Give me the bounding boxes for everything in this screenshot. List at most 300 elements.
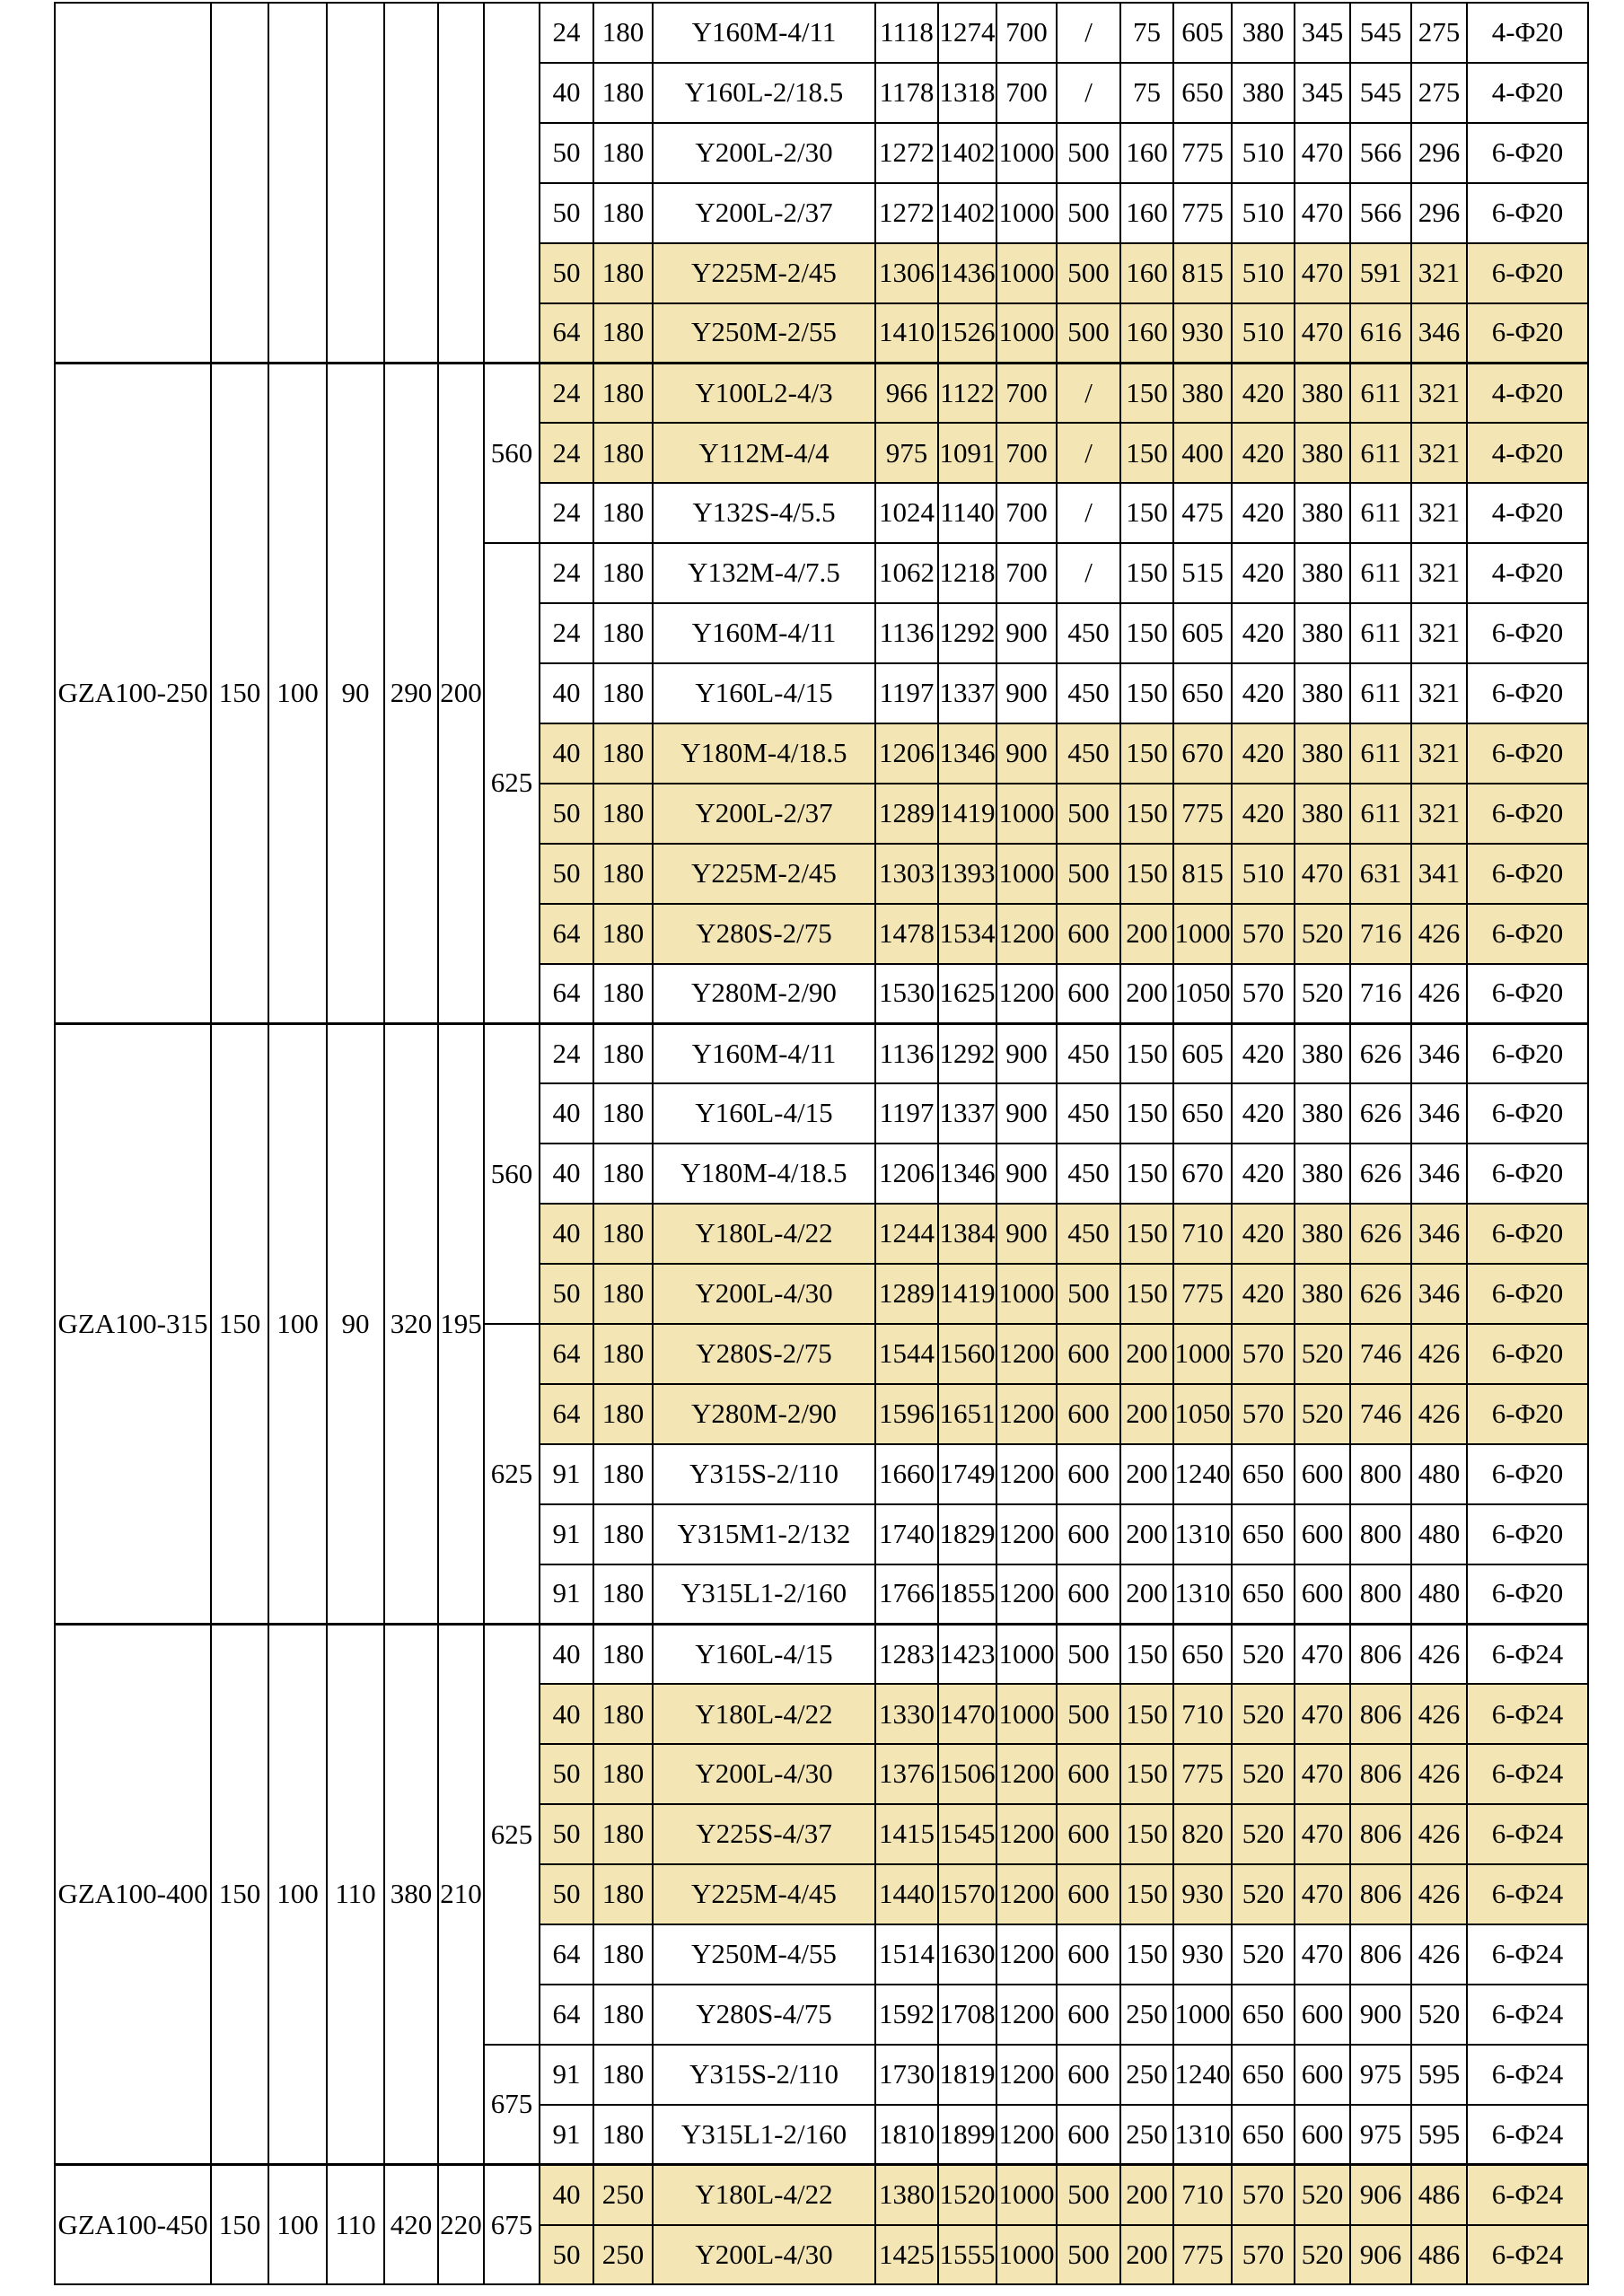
- bolt-holes-cell: 6-Φ24: [1467, 1624, 1588, 1684]
- speed-cell: 625: [484, 543, 540, 1023]
- motor-model-cell: Y280M-2/90: [653, 964, 875, 1024]
- flow-cell: 40: [540, 1083, 593, 1144]
- pressure-cell: 250: [593, 2225, 653, 2285]
- value-cell: 600: [1057, 1744, 1120, 1804]
- value-cell: 420: [1232, 483, 1295, 543]
- value-cell: 1419: [938, 784, 996, 844]
- value-cell: 150: [1120, 483, 1173, 543]
- value-cell: /: [1057, 543, 1120, 603]
- flow-cell: 64: [540, 1324, 593, 1384]
- bolt-holes-cell: 6-Φ24: [1467, 1804, 1588, 1864]
- value-cell: 1000: [996, 1624, 1057, 1684]
- value-cell: 815: [1173, 243, 1232, 303]
- value-cell: 250: [1120, 2045, 1173, 2105]
- value-cell: 600: [1057, 1985, 1120, 2045]
- value-cell: 710: [1173, 1684, 1232, 1744]
- dim-cell: 150: [211, 363, 268, 1023]
- bolt-holes-cell: 6-Φ20: [1467, 1023, 1588, 1083]
- value-cell: 75: [1120, 3, 1173, 63]
- pressure-cell: 180: [593, 1624, 653, 1684]
- value-cell: 631: [1350, 844, 1411, 904]
- value-cell: 150: [1120, 1744, 1173, 1804]
- value-cell: 1829: [938, 1504, 996, 1564]
- pressure-cell: 180: [593, 303, 653, 364]
- value-cell: 1178: [875, 63, 938, 123]
- value-cell: /: [1057, 3, 1120, 63]
- value-cell: 1050: [1173, 964, 1232, 1024]
- value-cell: 1050: [1173, 1384, 1232, 1444]
- motor-model-cell: Y225S-4/37: [653, 1804, 875, 1864]
- value-cell: 450: [1057, 1023, 1120, 1083]
- value-cell: 900: [996, 723, 1057, 784]
- value-cell: 426: [1411, 1924, 1467, 1985]
- dim-cell: 90: [327, 1023, 384, 1624]
- pressure-cell: 180: [593, 784, 653, 844]
- pressure-cell: 180: [593, 183, 653, 243]
- value-cell: 200: [1120, 2225, 1173, 2285]
- motor-model-cell: Y160L-4/15: [653, 1083, 875, 1144]
- value-cell: 906: [1350, 2225, 1411, 2285]
- table-row: [55, 363, 1588, 423]
- flow-cell: 50: [540, 183, 593, 243]
- value-cell: 1530: [875, 964, 938, 1024]
- value-cell: 611: [1350, 483, 1411, 543]
- value-cell: 450: [1057, 603, 1120, 663]
- value-cell: 1000: [1173, 1324, 1232, 1384]
- value-cell: 800: [1350, 1504, 1411, 1564]
- motor-model-cell: Y280S-2/75: [653, 904, 875, 964]
- value-cell: 150: [1120, 1083, 1173, 1144]
- pressure-cell: 180: [593, 1083, 653, 1144]
- value-cell: 420: [1232, 723, 1295, 784]
- bolt-holes-cell: 6-Φ20: [1467, 964, 1588, 1024]
- speed-cell: 675: [484, 2165, 540, 2285]
- value-cell: 1244: [875, 1204, 938, 1264]
- value-cell: 775: [1173, 1744, 1232, 1804]
- bolt-holes-cell: 4-Φ20: [1467, 363, 1588, 423]
- motor-model-cell: Y180M-4/18.5: [653, 723, 875, 784]
- value-cell: 1740: [875, 1504, 938, 1564]
- motor-model-cell: Y160L-2/18.5: [653, 63, 875, 123]
- value-cell: 426: [1411, 964, 1467, 1024]
- value-cell: 1200: [996, 2045, 1057, 2105]
- bolt-holes-cell: 6-Φ24: [1467, 2105, 1588, 2165]
- value-cell: 380: [1295, 723, 1350, 784]
- value-cell: 1024: [875, 483, 938, 543]
- value-cell: 1206: [875, 723, 938, 784]
- pressure-cell: 180: [593, 663, 653, 723]
- value-cell: 1136: [875, 603, 938, 663]
- value-cell: 930: [1173, 303, 1232, 364]
- motor-model-cell: Y315L1-2/160: [653, 2105, 875, 2165]
- value-cell: 520: [1295, 964, 1350, 1024]
- value-cell: 1200: [996, 904, 1057, 964]
- value-cell: 321: [1411, 423, 1467, 483]
- pressure-cell: 180: [593, 964, 653, 1024]
- value-cell: 1000: [996, 243, 1057, 303]
- value-cell: 486: [1411, 2165, 1467, 2225]
- value-cell: 345: [1295, 63, 1350, 123]
- value-cell: 611: [1350, 663, 1411, 723]
- value-cell: 520: [1232, 1624, 1295, 1684]
- table-row: [55, 3, 1588, 63]
- value-cell: 420: [1232, 363, 1295, 423]
- motor-model-cell: Y200L-4/30: [653, 2225, 875, 2285]
- value-cell: 321: [1411, 723, 1467, 784]
- value-cell: 600: [1057, 1384, 1120, 1444]
- pressure-cell: 180: [593, 844, 653, 904]
- flow-cell: 40: [540, 723, 593, 784]
- pressure-cell: 180: [593, 2105, 653, 2165]
- motor-model-cell: Y315M1-2/132: [653, 1504, 875, 1564]
- value-cell: 420: [1232, 784, 1295, 844]
- value-cell: 900: [996, 1023, 1057, 1083]
- pressure-cell: 250: [593, 2165, 653, 2225]
- dim-cell: 420: [384, 2165, 438, 2285]
- flow-cell: 50: [540, 2225, 593, 2285]
- value-cell: 545: [1350, 3, 1411, 63]
- value-cell: 1423: [938, 1624, 996, 1684]
- pressure-cell: 180: [593, 123, 653, 183]
- flow-cell: 64: [540, 303, 593, 364]
- pressure-cell: 180: [593, 423, 653, 483]
- value-cell: 1118: [875, 3, 938, 63]
- flow-cell: 64: [540, 1924, 593, 1985]
- motor-model-cell: Y160L-4/15: [653, 1624, 875, 1684]
- value-cell: 515: [1173, 543, 1232, 603]
- motor-model-cell: Y315S-2/110: [653, 2045, 875, 2105]
- motor-model-cell: Y200L-2/30: [653, 123, 875, 183]
- table-row: [55, 1624, 1588, 1684]
- dim-cell: [268, 3, 327, 363]
- value-cell: 500: [1057, 784, 1120, 844]
- motor-model-cell: Y225M-2/45: [653, 243, 875, 303]
- dim-cell: 320: [384, 1023, 438, 1624]
- value-cell: 500: [1057, 1684, 1120, 1744]
- value-cell: 250: [1120, 1985, 1173, 2045]
- bolt-holes-cell: 6-Φ20: [1467, 784, 1588, 844]
- value-cell: 1292: [938, 1023, 996, 1083]
- value-cell: 150: [1120, 1624, 1173, 1684]
- value-cell: 1440: [875, 1864, 938, 1924]
- bolt-holes-cell: 6-Φ20: [1467, 123, 1588, 183]
- value-cell: 450: [1057, 1083, 1120, 1144]
- dim-cell: [438, 3, 484, 363]
- value-cell: 1310: [1173, 1564, 1232, 1625]
- value-cell: /: [1057, 423, 1120, 483]
- flow-cell: 64: [540, 904, 593, 964]
- value-cell: 1596: [875, 1384, 938, 1444]
- value-cell: 600: [1057, 2045, 1120, 2105]
- value-cell: 1478: [875, 904, 938, 964]
- value-cell: 1000: [996, 183, 1057, 243]
- value-cell: 510: [1232, 183, 1295, 243]
- pressure-cell: 180: [593, 3, 653, 63]
- value-cell: 500: [1057, 303, 1120, 364]
- pressure-cell: 180: [593, 363, 653, 423]
- value-cell: 650: [1232, 2105, 1295, 2165]
- value-cell: 380: [1295, 784, 1350, 844]
- value-cell: 450: [1057, 723, 1120, 784]
- value-cell: 510: [1232, 243, 1295, 303]
- value-cell: 595: [1411, 2105, 1467, 2165]
- value-cell: 500: [1057, 2225, 1120, 2285]
- value-cell: 520: [1232, 1864, 1295, 1924]
- value-cell: 650: [1232, 1444, 1295, 1504]
- bolt-holes-cell: 6-Φ20: [1467, 904, 1588, 964]
- dim-cell: 110: [327, 2165, 384, 2285]
- pressure-cell: 180: [593, 603, 653, 663]
- value-cell: 450: [1057, 1204, 1120, 1264]
- value-cell: 346: [1411, 1264, 1467, 1324]
- flow-cell: 64: [540, 1384, 593, 1444]
- value-cell: 520: [1232, 1744, 1295, 1804]
- dim-cell: 150: [211, 1023, 268, 1624]
- value-cell: 380: [1295, 1204, 1350, 1264]
- value-cell: 500: [1057, 243, 1120, 303]
- value-cell: 626: [1350, 1264, 1411, 1324]
- value-cell: 1526: [938, 303, 996, 364]
- pressure-cell: 180: [593, 1324, 653, 1384]
- value-cell: 1200: [996, 1864, 1057, 1924]
- pressure-cell: 180: [593, 1504, 653, 1564]
- value-cell: 650: [1232, 1564, 1295, 1625]
- value-cell: 426: [1411, 904, 1467, 964]
- value-cell: 1200: [996, 1804, 1057, 1864]
- flow-cell: 50: [540, 243, 593, 303]
- value-cell: 150: [1120, 1204, 1173, 1264]
- flow-cell: 64: [540, 964, 593, 1024]
- motor-model-cell: Y180L-4/22: [653, 1204, 875, 1264]
- value-cell: 420: [1232, 423, 1295, 483]
- value-cell: 611: [1350, 723, 1411, 784]
- value-cell: 1380: [875, 2165, 938, 2225]
- value-cell: 900: [996, 1204, 1057, 1264]
- value-cell: 1660: [875, 1444, 938, 1504]
- bolt-holes-cell: 6-Φ20: [1467, 1324, 1588, 1384]
- value-cell: 150: [1120, 784, 1173, 844]
- value-cell: 470: [1295, 1744, 1350, 1804]
- bolt-holes-cell: 6-Φ20: [1467, 1444, 1588, 1504]
- value-cell: 566: [1350, 123, 1411, 183]
- value-cell: 650: [1232, 1985, 1295, 2045]
- value-cell: 150: [1120, 1023, 1173, 1083]
- value-cell: 570: [1232, 2225, 1295, 2285]
- value-cell: 595: [1411, 2045, 1467, 2105]
- bolt-holes-cell: 6-Φ20: [1467, 303, 1588, 364]
- speed-cell: 625: [484, 1324, 540, 1625]
- value-cell: 346: [1411, 1204, 1467, 1264]
- value-cell: 1000: [996, 123, 1057, 183]
- value-cell: 486: [1411, 2225, 1467, 2285]
- motor-model-cell: Y280M-2/90: [653, 1384, 875, 1444]
- value-cell: 1240: [1173, 2045, 1232, 2105]
- value-cell: 1272: [875, 123, 938, 183]
- value-cell: 450: [1057, 1144, 1120, 1204]
- flow-cell: 40: [540, 1624, 593, 1684]
- flow-cell: 24: [540, 3, 593, 63]
- value-cell: 500: [1057, 2165, 1120, 2225]
- value-cell: 775: [1173, 784, 1232, 844]
- table-row: [55, 2165, 1588, 2225]
- value-cell: 1200: [996, 1564, 1057, 1625]
- value-cell: 1545: [938, 1804, 996, 1864]
- value-cell: 591: [1350, 243, 1411, 303]
- value-cell: 1283: [875, 1624, 938, 1684]
- dim-cell: 290: [384, 363, 438, 1023]
- value-cell: 1274: [938, 3, 996, 63]
- value-cell: 1000: [996, 2225, 1057, 2285]
- value-cell: 1272: [875, 183, 938, 243]
- value-cell: 200: [1120, 1324, 1173, 1384]
- value-cell: 475: [1173, 483, 1232, 543]
- value-cell: 420: [1232, 1204, 1295, 1264]
- value-cell: 426: [1411, 1864, 1467, 1924]
- bolt-holes-cell: 4-Φ20: [1467, 63, 1588, 123]
- bolt-holes-cell: 4-Φ20: [1467, 3, 1588, 63]
- motor-model-cell: Y250M-2/55: [653, 303, 875, 364]
- value-cell: 380: [1232, 3, 1295, 63]
- value-cell: 746: [1350, 1324, 1411, 1384]
- value-cell: 510: [1232, 123, 1295, 183]
- value-cell: 1506: [938, 1744, 996, 1804]
- bolt-holes-cell: 6-Φ20: [1467, 1083, 1588, 1144]
- value-cell: 380: [1295, 1023, 1350, 1083]
- value-cell: 1200: [996, 1384, 1057, 1444]
- value-cell: 1310: [1173, 1504, 1232, 1564]
- bolt-holes-cell: 4-Φ20: [1467, 543, 1588, 603]
- value-cell: 906: [1350, 2165, 1411, 2225]
- value-cell: 1337: [938, 663, 996, 723]
- value-cell: 200: [1120, 2165, 1173, 2225]
- model-cell: [55, 3, 211, 363]
- value-cell: 1200: [996, 964, 1057, 1024]
- value-cell: 1436: [938, 243, 996, 303]
- value-cell: 1625: [938, 964, 996, 1024]
- value-cell: 716: [1350, 904, 1411, 964]
- value-cell: 420: [1232, 663, 1295, 723]
- pressure-cell: 180: [593, 1264, 653, 1324]
- value-cell: 1810: [875, 2105, 938, 2165]
- value-cell: 1410: [875, 303, 938, 364]
- value-cell: 500: [1057, 123, 1120, 183]
- value-cell: 815: [1173, 844, 1232, 904]
- flow-cell: 24: [540, 363, 593, 423]
- value-cell: 600: [1057, 2105, 1120, 2165]
- flow-cell: 50: [540, 1744, 593, 1804]
- value-cell: 520: [1295, 2165, 1350, 2225]
- value-cell: 1000: [996, 784, 1057, 844]
- pressure-cell: 180: [593, 1864, 653, 1924]
- flow-cell: 50: [540, 1264, 593, 1324]
- value-cell: 380: [1295, 363, 1350, 423]
- value-cell: 570: [1232, 904, 1295, 964]
- value-cell: 626: [1350, 1083, 1411, 1144]
- value-cell: 470: [1295, 1624, 1350, 1684]
- value-cell: 800: [1350, 1564, 1411, 1625]
- value-cell: 150: [1120, 1924, 1173, 1985]
- value-cell: 470: [1295, 303, 1350, 364]
- value-cell: 296: [1411, 123, 1467, 183]
- value-cell: 626: [1350, 1204, 1411, 1264]
- value-cell: 545: [1350, 63, 1411, 123]
- value-cell: 426: [1411, 1744, 1467, 1804]
- value-cell: 321: [1411, 603, 1467, 663]
- value-cell: 600: [1295, 2105, 1350, 2165]
- motor-model-cell: Y315L1-2/160: [653, 1564, 875, 1625]
- value-cell: 1337: [938, 1083, 996, 1144]
- flow-cell: 40: [540, 2165, 593, 2225]
- dim-cell: [327, 3, 384, 363]
- dim-cell: [384, 3, 438, 363]
- pressure-cell: 180: [593, 1204, 653, 1264]
- value-cell: 626: [1350, 1023, 1411, 1083]
- value-cell: 296: [1411, 183, 1467, 243]
- pressure-cell: 180: [593, 483, 653, 543]
- bolt-holes-cell: 6-Φ20: [1467, 243, 1588, 303]
- bolt-holes-cell: 6-Φ24: [1467, 1744, 1588, 1804]
- motor-model-cell: Y315S-2/110: [653, 1444, 875, 1504]
- value-cell: 420: [1232, 543, 1295, 603]
- value-cell: 570: [1232, 1384, 1295, 1444]
- motor-model-cell: Y180L-4/22: [653, 1684, 875, 1744]
- value-cell: 426: [1411, 1384, 1467, 1444]
- value-cell: 321: [1411, 483, 1467, 543]
- bolt-holes-cell: 6-Φ20: [1467, 183, 1588, 243]
- value-cell: 600: [1057, 1564, 1120, 1625]
- value-cell: 600: [1295, 1444, 1350, 1504]
- value-cell: 900: [996, 603, 1057, 663]
- dim-cell: 100: [268, 1624, 327, 2164]
- value-cell: 150: [1120, 1144, 1173, 1204]
- value-cell: 1346: [938, 723, 996, 784]
- value-cell: 380: [1295, 1144, 1350, 1204]
- flow-cell: 50: [540, 784, 593, 844]
- value-cell: 1520: [938, 2165, 996, 2225]
- pressure-cell: 180: [593, 1744, 653, 1804]
- pressure-cell: 180: [593, 2045, 653, 2105]
- value-cell: 520: [1232, 1684, 1295, 1744]
- value-cell: 470: [1295, 243, 1350, 303]
- value-cell: 380: [1295, 543, 1350, 603]
- flow-cell: 24: [540, 1023, 593, 1083]
- value-cell: 380: [1295, 483, 1350, 543]
- value-cell: 1560: [938, 1324, 996, 1384]
- value-cell: 380: [1295, 423, 1350, 483]
- value-cell: 470: [1295, 183, 1350, 243]
- value-cell: 650: [1232, 2045, 1295, 2105]
- motor-model-cell: Y100L2-4/3: [653, 363, 875, 423]
- value-cell: 806: [1350, 1744, 1411, 1804]
- value-cell: 1393: [938, 844, 996, 904]
- value-cell: 150: [1120, 663, 1173, 723]
- bolt-holes-cell: 6-Φ20: [1467, 1384, 1588, 1444]
- value-cell: 470: [1295, 1684, 1350, 1744]
- value-cell: 1470: [938, 1684, 996, 1744]
- value-cell: 600: [1295, 1985, 1350, 2045]
- value-cell: 566: [1350, 183, 1411, 243]
- value-cell: 480: [1411, 1504, 1467, 1564]
- value-cell: 1200: [996, 1924, 1057, 1985]
- bolt-holes-cell: 6-Φ24: [1467, 2225, 1588, 2285]
- value-cell: 1000: [996, 303, 1057, 364]
- value-cell: /: [1057, 63, 1120, 123]
- bolt-holes-cell: 6-Φ20: [1467, 1564, 1588, 1625]
- value-cell: 800: [1350, 1444, 1411, 1504]
- value-cell: 1197: [875, 663, 938, 723]
- value-cell: 160: [1120, 243, 1173, 303]
- motor-model-cell: Y280S-2/75: [653, 1324, 875, 1384]
